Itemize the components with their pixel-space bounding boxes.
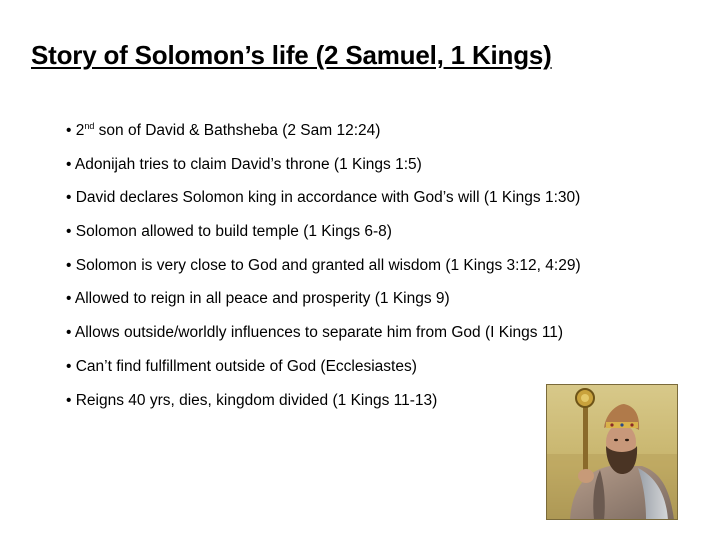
- bullet-list: [66, 116, 686, 419]
- slide-title: Story of Solomon’s life (2 Samuel, 1 Kings): [31, 40, 552, 70]
- bullet-text: Solomon allowed to build temple (1 Kings 6-8): [75, 223, 392, 241]
- bullet-prefix: •: [66, 223, 76, 241]
- bullet-prefix: •: [66, 256, 76, 274]
- bullet-text: Solomon is very close to God and granted all wisdom (1 Kings 3:12, 4:29): [75, 256, 581, 274]
- bullet-prefix: •: [66, 189, 76, 207]
- bullet-prefix: • 2: [66, 122, 85, 139]
- bullet-item: [66, 318, 686, 352]
- bullet-prefix: •: [66, 357, 76, 375]
- bullet-item: [66, 217, 686, 251]
- bullet-text: son of David & Bathsheba (2 Sam 12:24): [94, 122, 381, 139]
- bullet-text: Reigns 40 yrs, dies, kingdom divided (1 Kings 11-13): [75, 391, 438, 409]
- bullet-item: [66, 150, 686, 184]
- bullet-prefix: •: [66, 324, 75, 342]
- bullet-item: [66, 183, 686, 217]
- ordinal-suffix: nd: [84, 120, 95, 131]
- bullet-item: [66, 251, 686, 285]
- bullet-prefix: •: [66, 391, 76, 409]
- bullet-text: Allows outside/worldly influences to separate him from God (I Kings 11): [74, 324, 564, 342]
- bullet-prefix: •: [66, 290, 75, 308]
- bullet-prefix: •: [66, 155, 75, 173]
- solomon-portrait-image: [546, 384, 678, 520]
- bullet-item: [66, 284, 686, 318]
- bullet-text: Allowed to reign in all peace and prosperity (1 Kings 9): [74, 290, 450, 308]
- bullet-text: David declares Solomon king in accordance with God’s will (1 Kings 1:30): [75, 189, 581, 207]
- bullet-text: Can’t find fulfillment outside of God (Ecclesiastes): [75, 357, 417, 375]
- bullet-item: [66, 116, 686, 150]
- bullet-text: Adonijah tries to claim David’s throne (1 Kings 1:5): [74, 155, 422, 173]
- bullet-item: [66, 352, 686, 386]
